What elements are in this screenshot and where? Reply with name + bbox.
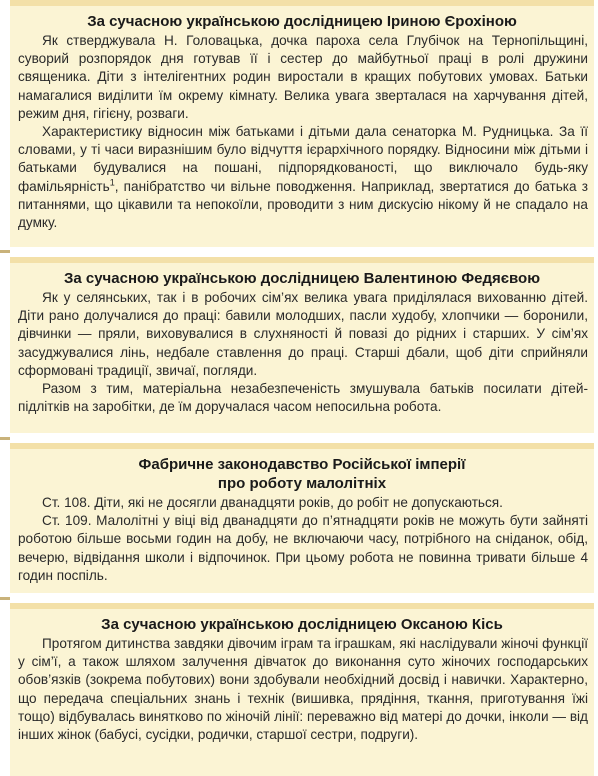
source-box-factory-law	[10, 443, 594, 593]
section-title: Фабричне законодавство Російської імперії	[138, 456, 466, 473]
source-box-kis	[10, 603, 594, 776]
section-title: За сучасною українською дослідницею Іриною Єрохіною	[87, 13, 517, 30]
box-divider-mark	[0, 437, 10, 440]
source-box-fediaieva	[10, 257, 594, 433]
paragraph: Протягом дитинства завдяки дівочим іграм та іграшкам, які наслідували жіночі функції у сім’ї, а також шляхом залучення дівчаток до виконання суто жіночих господарських обов’язків (зокрема побутових) вони здобували необхідний досвід і навички. Характерно, що передача спеціальних знань і технік (вишивка, прядіння, ткання, приготування їжі тощо) відбувалась винятково по жіночій лінії: переважно від матері до дочки, інколи — від інших жінок (бабусі, сусідки, родички, старшої сестри, подруги).	[18, 636, 588, 743]
footnote-marker: 1	[109, 177, 115, 188]
box-divider-mark	[0, 597, 10, 600]
section-title: За сучасною українською дослідницею Оксаною Кісь	[101, 616, 503, 633]
paragraph: Разом з тим, матеріальна незабезпеченість змушувала батьків посилати дітей-підлітків на заробітки, де їм доручалася часом непосильна робота.	[18, 381, 588, 415]
article: Ст. 109. Малолітні у віці від дванадцяти до п’ятнадцяти років не можуть бути зайняті роботою більше восьми годин на добу, не включаючи часу, потрібного на сніданок, обід, вечерю, відвідання школи і відпочинок. При цьому робота не повинна тривати більше 4 годин поспіль.	[18, 513, 588, 583]
paragraph-text: , панібратство чи вільне поводження. Наприклад, звертатися до батька з питаннями, що цікавили та непокоїли, проводити з ним дискусію нікому й не спадало на думку.	[18, 178, 588, 231]
paragraph: Як у селянських, так і в робочих сім’ях велика увага приділялася вихованню дітей. Діти рано долучалися до праці: бавили молодших, пасли худобу, хлопчики — боронили, дівчинки — пряли, виховувалися в слухняності й повазі до рідних і старших. У сім’ях засуджувалися лінь, недбале ставлення до праці. Старші дбали, щоб діти сприйняли сформовані традиції, звичаї, погляди.	[18, 290, 588, 378]
paragraph: Як стверджувала Н. Головацька, дочка пароха села Глубічок на Тернопільщині, суворий розпорядок дня готував її і сестер до майбутньої праці в ролі дружини священика. Діти з інтелігентних родин виростали в кращих побутових умовах. Батьки намагалися виділити їм окрему кімнату. Велика увага зверталася на харчування дітей, режим дня, гігієну, розваги.	[18, 33, 588, 121]
paragraph-text: Характеристику відносин між батьками і дітьми дала сенаторка М. Рудницька. За її словами, у ті часи виразнішим було відчуття ієрархічного порядку. Відносини між дітьми і батьками будувалися на пошані, підпорядкованості, що виключало будь-яку фамільярність	[18, 124, 588, 194]
box-divider-mark	[0, 250, 10, 253]
source-box-erokhina	[10, 0, 594, 247]
paragraph	[10, 123, 594, 232]
section-title: За сучасною українською дослідницею Валентиною Федяєвою	[63, 270, 541, 287]
article: Ст. 108. Діти, які не досягли дванадцяти років, до робіт не допускаються.	[42, 495, 503, 510]
section-subtitle: про роботу малолітніх	[217, 475, 387, 492]
